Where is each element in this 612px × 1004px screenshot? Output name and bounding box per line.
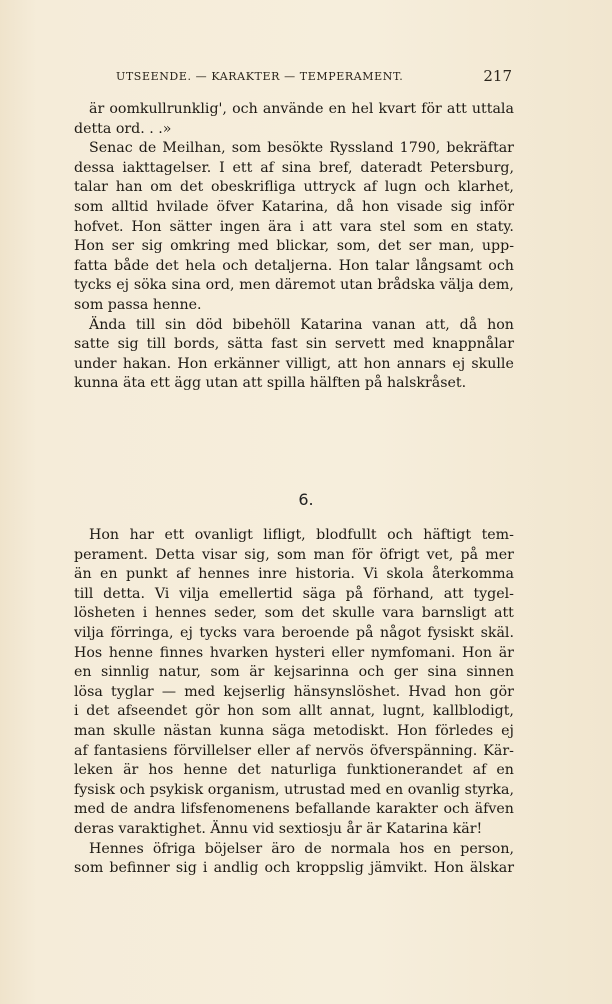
text-line: lösheten i hennes seder, som det skulle vara barnsligt att	[74, 605, 514, 622]
text-line: som alltid hvilade öfver Katarina, då hon visade sig inför	[74, 198, 514, 215]
paragraph	[74, 316, 514, 394]
text-line: af fantasiens förvillelser eller af nervös öfverspänning. Kär-	[74, 742, 514, 759]
paragraph	[74, 100, 514, 139]
text-block-bottom	[74, 526, 514, 879]
text-line: som befinner sig i andlig och kroppslig jämvikt. Hon älskar	[74, 860, 514, 877]
text-line: perament. Detta visar sig, som man för öfrigt vet, på mer	[74, 546, 514, 563]
text-line: under hakan. Hon erkänner villigt, att hon annars ej skulle	[74, 355, 514, 372]
page-number: 217	[483, 67, 512, 85]
text-line: Hon ser sig omkring med blickar, som, det ser man, upp-	[74, 238, 514, 255]
text-line: tycks ej söka sina ord, men däremot utan brådska välja dem,	[74, 277, 514, 294]
text-line: Hos henne finnes hvarken hysteri eller nymfomani. Hon är	[74, 644, 514, 661]
text-line: detta ord. . .»	[74, 120, 172, 137]
section-number: 6.	[298, 490, 314, 509]
text-line: hofvet. Hon sätter ingen ära i att vara stel som en staty.	[74, 218, 514, 235]
text-line: är oomkullrunklig', och använde en hel kvart för att uttala	[89, 101, 514, 117]
text-line: med de andra lifsfenomenens befallande karakter och äfven	[74, 801, 514, 818]
text-line: som passa henne.	[74, 296, 202, 313]
text-line: deras varaktighet. Ännu vid sextiosju år är Katarina kär!	[74, 820, 483, 837]
text-line: fatta både det hela och detaljerna. Hon talar långsamt och	[74, 257, 514, 274]
paragraph	[74, 139, 514, 315]
text-line: Hennes öfriga böjelser äro de normala hos en person,	[89, 840, 514, 857]
text-line: en sinnlig natur, som är kejsarinna och ger sina sinnen	[74, 664, 514, 681]
text-line: än en punkt af hennes inre historia. Vi skola återkomma	[74, 566, 514, 583]
text-line: Ända till sin död bibehöll Katarina vanan att, då hon	[89, 316, 514, 333]
text-line: lösa tyglar — med kejserlig hänsynslöshet. Hvad hon gör	[74, 683, 514, 700]
paragraph	[74, 526, 514, 840]
text-line: fysisk och psykisk organism, utrustad med en ovanlig styrka,	[74, 781, 514, 798]
text-line: i det afseendet gör hon som allt annat, lugnt, kallblodigt,	[74, 703, 514, 720]
text-line: kunna äta ett ägg utan att spilla hälften på halskråset.	[74, 375, 467, 392]
paragraph	[74, 840, 514, 879]
text-line: leken är hos henne det naturliga funktionerandet af en	[74, 762, 514, 779]
text-line: talar han om det obeskrifliga uttryck af lugn och klarhet,	[74, 179, 514, 196]
running-title: UTSEENDE. — KARAKTER — TEMPERAMENT.	[116, 70, 404, 83]
text-line: Hon har ett ovanligt lifligt, blodfullt och häftigt tem-	[89, 527, 514, 543]
text-line: till detta. Vi vilja emellertid säga på förhand, att tygel-	[74, 585, 514, 602]
text-block-top	[74, 100, 514, 394]
text-line: vilja förringa, ej tycks vara beroende på något fysiskt skäl.	[74, 624, 514, 641]
text-line: Senac de Meilhan, som besökte Ryssland 1790, bekräftar	[89, 140, 514, 157]
text-line: dessa iakttagelser. I ett af sina bref, dateradt Petersburg,	[74, 159, 514, 176]
text-line: satte sig till bords, sätta fast sin servett med knappnålar	[74, 336, 514, 353]
text-line: man skulle nästan kunna säga metodiskt. Hon förledes ej	[74, 722, 514, 739]
